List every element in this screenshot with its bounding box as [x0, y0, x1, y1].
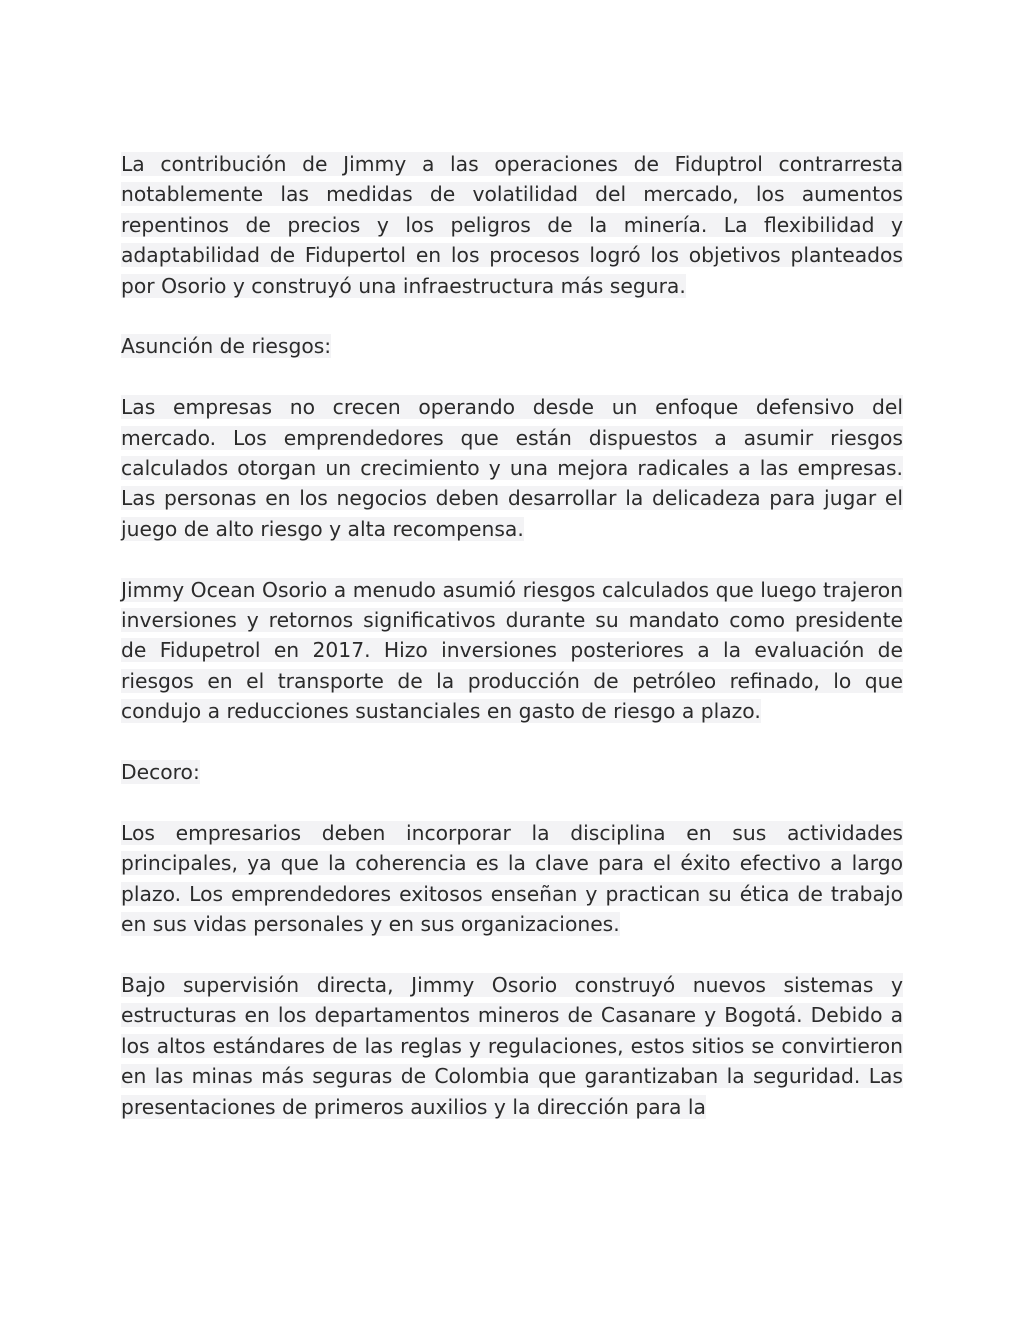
heading-text: Asunción de riesgos: [121, 334, 332, 359]
paragraph-text: Bajo supervisión directa, Jimmy Osorio construyó nuevos sistemas y estructuras en los departamentos mineros de Casanare y Bogotá. Debido a los altos estándares de las reglas y regulaciones, estos sitios se convirtieron en las minas más seguras de Colombia que garantizaban la seguridad. Las presentaciones de primeros auxilios y la dirección para la [121, 972, 903, 1119]
document-page [121, 149, 903, 1152]
paragraph-osorio-risks [121, 575, 903, 727]
paragraph-discipline [121, 818, 903, 940]
heading-text: Decoro: [121, 760, 200, 785]
paragraph-text: Los empresarios deben incorporar la disciplina en sus actividades principales, ya que la coherencia es la clave para el éxito efectivo a largo plazo. Los emprendedores exitosos enseñan y practican su ética de trabajo en sus vidas personales y en sus organizaciones. [121, 820, 903, 937]
paragraph-fiduptrol-contribution [121, 149, 903, 301]
paragraph-text: Las empresas no crecen operando desde un enfoque defensivo del mercado. Los emprendedores que están dispuestos a asumir riesgos calculados otorgan un crecimiento y una mejora radicales a las empresas. Las personas en los negocios deben desarrollar la delicadeza para jugar el juego de alto riesgo y alta recompensa. [121, 395, 903, 541]
paragraph-risk-taking [121, 392, 903, 544]
section-heading-decorum [121, 757, 903, 787]
paragraph-text: Jimmy Ocean Osorio a menudo asumió riesgos calculados que luego trajeron inversiones y retornos significativos durante su mandato como presidente de Fidupetrol en 2017. Hizo inversiones posteriores a la evaluación de riesgos en el transporte de la producción de petróleo refinado, lo que condujo a reducciones sustanciales en gasto de riesgo a plazo. [121, 577, 903, 724]
paragraph-supervision [121, 970, 903, 1122]
section-heading-risk-taking [121, 331, 903, 361]
paragraph-text: La contribución de Jimmy a las operaciones de Fiduptrol contrarresta notablemente las medidas de volatilidad del mercado, los aumentos repentinos de precios y los peligros de la minería. La flexibilidad y adaptabilidad de Fidupertol en los procesos logró los objetivos planteados por Osorio y construyó una infraestructura más segura. [121, 152, 903, 298]
